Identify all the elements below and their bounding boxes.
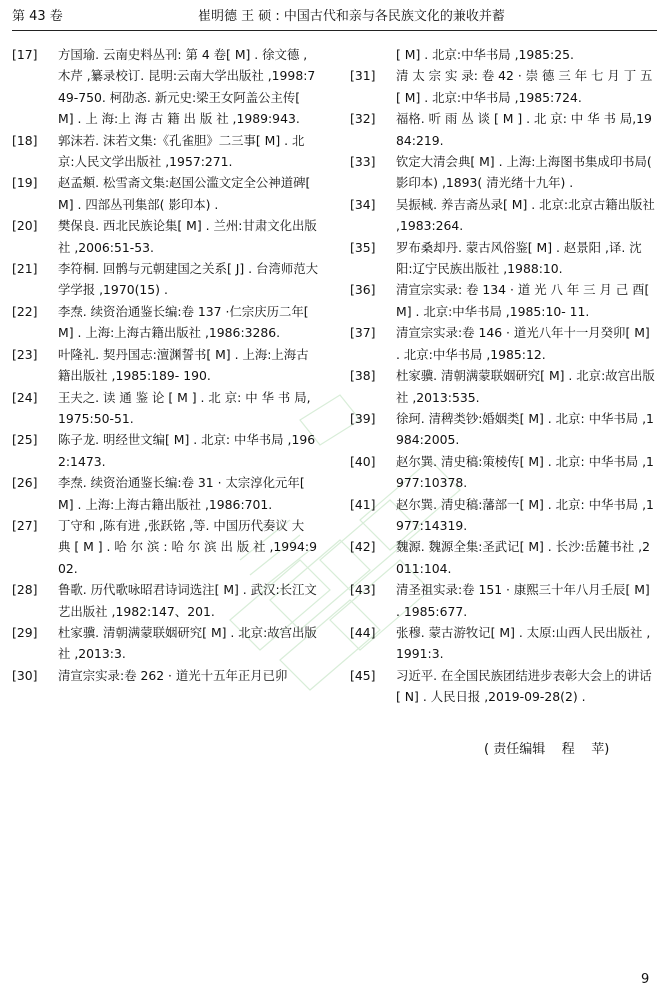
reference-item: [350, 622, 656, 665]
reference-number: [42]: [350, 539, 376, 555]
reference-text: 方国瑜. 云南史料丛刊: 第 4 卷[ M] . 徐文德 ,木芹 ,纂录校订. 昆明:云南大学出版社 ,1998:749-750. 柯劭忞. 新元史:梁王女阿盖公主传[ M] . 上 海:上 海 古 籍 出 版 社 ,1989:943.: [58, 47, 316, 127]
reference-item: [12, 579, 318, 622]
reference-item: [12, 215, 318, 258]
reference-text: [ M] . 北京:中华书局 ,1985:25.: [396, 47, 574, 62]
reference-number: [31]: [350, 68, 376, 84]
reference-text: 李焘. 续资治通鉴长编:卷 31 · 太宗淳化元年[ M] . 上海:上海古籍出版社 ,1986:701.: [58, 475, 305, 512]
reference-item: [12, 130, 318, 173]
reference-number: [36]: [350, 282, 376, 298]
reference-item: [12, 301, 318, 344]
reference-number: [28]: [12, 582, 38, 598]
reference-item: [12, 472, 318, 515]
reference-item: [350, 665, 656, 708]
running-title: 崔明德 王 硕 : 中国古代和亲与各民族文化的兼收并蓄: [198, 9, 505, 24]
reference-item: [350, 322, 656, 365]
reference-number: [43]: [350, 582, 376, 598]
reference-number: [25]: [12, 432, 38, 448]
reference-text: 樊保良. 西北民族论集[ M] . 兰州:甘肃文化出版社 ,2006:51-53.: [58, 218, 317, 255]
reference-number: [32]: [350, 111, 376, 127]
reference-text: 魏源. 魏源全集:圣武记[ M] . 长沙:岳麓书社 ,2011:104.: [396, 539, 650, 576]
reference-number: [38]: [350, 368, 376, 384]
reference-number: [40]: [350, 453, 376, 469]
volume-label: 第 43 卷: [12, 9, 63, 24]
reference-item: [12, 44, 318, 130]
reference-item: [350, 494, 656, 537]
reference-item: [350, 151, 656, 194]
reference-number: [19]: [12, 175, 38, 191]
reference-number: [21]: [12, 261, 38, 277]
reference-text: 清宣宗实录:卷 262 · 道光十五年正月已卯: [58, 667, 288, 683]
reference-text: 习近平. 在全国民族团结进步表彰大会上的讲话[ N] . 人民日报 ,2019-09-28(2) .: [396, 667, 652, 705]
responsible-editor-note: ( 责任编辑 程 苹): [484, 742, 610, 757]
reference-number: [34]: [350, 196, 376, 212]
reference-item: [350, 194, 656, 237]
header-divider: [12, 30, 657, 31]
reference-number: [30]: [12, 667, 38, 683]
reference-number: [45]: [350, 667, 376, 683]
references-left-column: [12, 44, 318, 686]
reference-text: 福格. 听 雨 丛 谈 [ M ] . 北 京: 中 华 书 局,1984:219.: [396, 111, 652, 148]
reference-item: [350, 65, 656, 108]
reference-item: [12, 665, 318, 686]
reference-text: 清宣宗实录: 卷 134 · 道 光 八 年 三 月 己 酉[ M] . 北京:中华书局 ,1985:10- 11.: [396, 282, 650, 319]
reference-number: [17]: [12, 47, 38, 62]
reference-item: [350, 536, 656, 579]
reference-item: [12, 429, 318, 472]
reference-number: [20]: [12, 218, 38, 234]
running-header: [12, 6, 657, 28]
reference-text: 杜家骥. 清朝满蒙联姻研究[ M] . 北京:故宫出版社 ,2013:535.: [396, 368, 655, 405]
reference-number: [29]: [12, 624, 38, 640]
reference-number: [22]: [12, 303, 38, 319]
reference-item: [350, 451, 656, 494]
reference-item: [350, 279, 656, 322]
reference-number: [27]: [12, 517, 38, 533]
reference-number: [33]: [350, 154, 376, 170]
reference-item: [12, 515, 318, 579]
reference-text: 王夫之. 读 通 鉴 论 [ M ] . 北 京: 中 华 书 局,1975:50-51.: [58, 389, 311, 426]
reference-text: 鲁歌. 历代歌咏昭君诗词选注[ M] . 武汉:长江文艺出版社 ,1982:147、201.: [58, 582, 317, 619]
reference-item: [12, 344, 318, 387]
reference-text: 清 太 宗 实 录: 卷 42 · 崇 德 三 年 七 月 丁 五 [ M] . 北京:中华书局 ,1985:724.: [396, 68, 653, 105]
reference-item: [350, 108, 656, 151]
reference-number: [41]: [350, 496, 376, 512]
reference-number: [26]: [12, 475, 38, 491]
reference-text: 清圣祖实录:卷 151 · 康熙三十年八月壬辰[ M] . 1985:677.: [396, 582, 650, 619]
reference-item: [12, 172, 318, 215]
reference-text: 郭沫若. 沫若文集:《孔雀胆》二三事[ M] . 北京:人民文学出版社 ,1957:271.: [58, 132, 305, 170]
reference-item: [350, 365, 656, 408]
reference-text: 叶隆礼. 契丹国志:澶渊誓书[ M] . 上海:上海古籍出版社 ,1985:189- 190.: [58, 346, 309, 384]
reference-text: 陈子龙. 明经世文编[ M] . 北京: 中华书局 ,1962:1473.: [58, 432, 316, 469]
reference-text: 赵尔巽. 清史稿:藩部一[ M] . 北京: 中华书局 ,1977:14319.: [396, 496, 654, 533]
reference-text: 张穆. 蒙古游牧记[ M] . 太原:山西人民出版社 ,1991:3.: [396, 624, 651, 662]
page-number: 9: [641, 972, 650, 987]
reference-text: 丁守和 ,陈有进 ,张跃铭 ,等. 中国历代奏议 大 典 [ M ] . 哈 尔 滨 : 哈 尔 滨 出 版 社 ,1994:902.: [58, 517, 317, 576]
reference-number: [35]: [350, 239, 376, 255]
reference-text: 罗布桑却丹. 蒙古风俗鉴[ M] . 赵景阳 ,译. 沈阳:辽宁民族出版社 ,1988:10.: [396, 239, 642, 277]
reference-item: [12, 622, 318, 665]
reference-text: 徐珂. 清稗类钞:婚姻类[ M] . 北京: 中华书局 ,1984:2005.: [396, 410, 654, 448]
reference-number: [39]: [350, 410, 376, 426]
reference-text: 赵孟頫. 松雪斋文集:赵国公滥文定全公神道碑[ M] . 四部丛刊集部( 影印本) .: [58, 175, 311, 212]
reference-item: [12, 387, 318, 430]
reference-continuation: [350, 44, 656, 65]
reference-text: 李焘. 续资治通鉴长编:卷 137 ·仁宗庆历二年[ M] . 上海:上海古籍出版社 ,1986:3286.: [58, 303, 309, 341]
reference-number: [44]: [350, 624, 376, 640]
reference-text: 杜家骥. 清朝满蒙联姻研究[ M] . 北京:故宫出版社 ,2013:3.: [58, 624, 317, 662]
reference-text: 赵尔巽. 清史稿:策棱传[ M] . 北京: 中华书局 ,1977:10378.: [396, 453, 654, 491]
references-right-column: [350, 44, 656, 708]
reference-number: [23]: [12, 346, 38, 362]
reference-number: [18]: [12, 132, 38, 148]
reference-text: 吴振棫. 养吉斋丛录[ M] . 北京:北京古籍出版社 ,1983:264.: [396, 196, 655, 234]
reference-text: 钦定大清会典[ M] . 上海:上海图书集成印书局( 影印本) ,1893( 清光绪十九年) .: [396, 154, 652, 191]
reference-item: [12, 258, 318, 301]
reference-text: 清宣宗实录:卷 146 · 道光八年十一月癸卯[ M] . 北京:中华书局 ,1985:12.: [396, 325, 650, 362]
reference-number: [24]: [12, 389, 38, 405]
reference-item: [350, 408, 656, 451]
reference-item: [350, 237, 656, 280]
reference-number: [37]: [350, 325, 376, 341]
reference-text: 李符桐. 回鹘与元朝建国之关系[ J] . 台湾师范大学学报 ,1970(15) .: [58, 261, 318, 298]
reference-item: [350, 579, 656, 622]
